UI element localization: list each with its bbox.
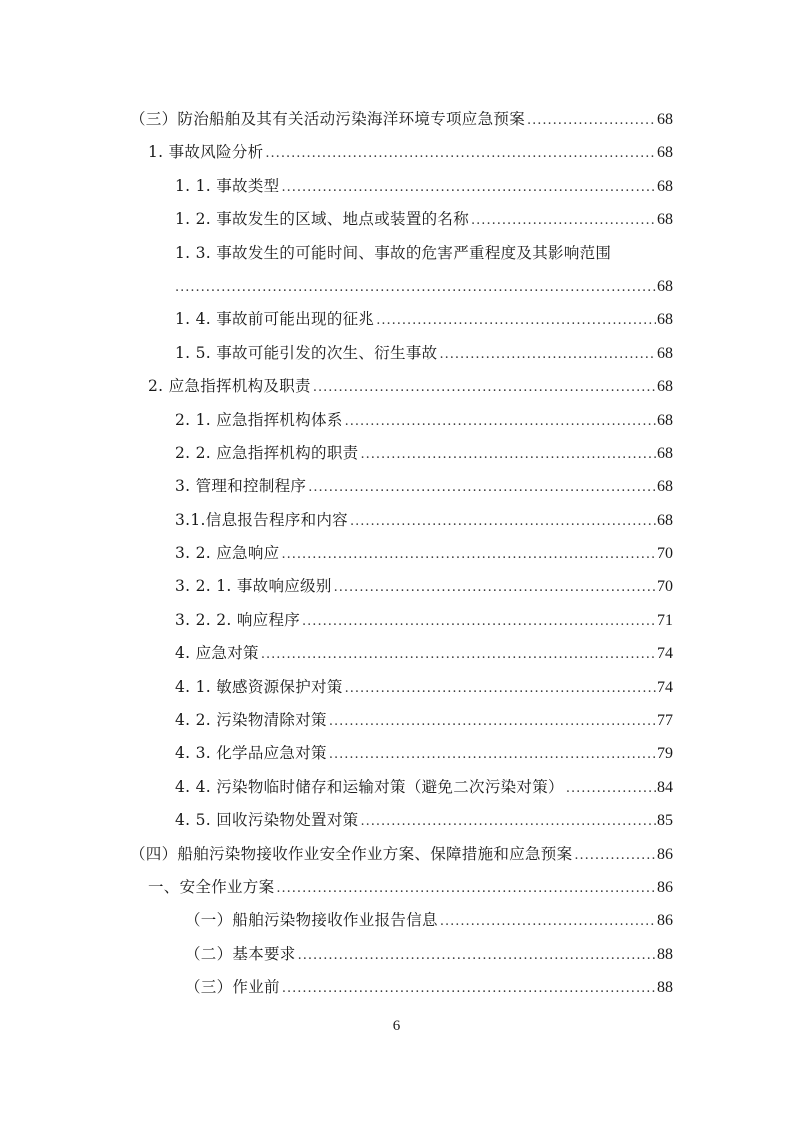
toc-entry-title: 1. 3. 事故发生的可能时间、事故的危害严重程度及其影响范围 [175,237,613,270]
toc-entry[interactable] [130,404,673,437]
toc-entry-title: 4. 2. 污染物清除对策 [175,704,329,737]
toc-entry-title: 2. 1. 应急指挥机构体系 [175,404,345,437]
toc-entry-page: 70 [657,545,673,563]
toc-entry-page: 68 [657,177,673,195]
toc-entry-page: 86 [657,912,673,930]
toc-entry-title: 4. 3. 化学品应急对策 [175,737,329,770]
toc-entry-page: 68 [657,144,673,162]
toc-entry-wrapped[interactable] [130,237,673,270]
toc-entry-title: 1. 事故风险分析 [148,136,265,169]
toc-entry[interactable] [130,971,673,1004]
toc-entry-page: 85 [657,812,673,830]
toc-entry-page: 71 [657,611,673,629]
toc-entry-page: 68 [657,311,673,329]
dot-leader [345,405,656,438]
toc-entry-title: 3.1.信息报告程序和内容 [175,504,350,537]
toc-entry-page: 74 [657,678,673,696]
toc-entry[interactable] [130,504,673,537]
dot-leader [360,438,656,471]
toc-entry-page: 68 [657,478,673,496]
dot-leader [334,571,656,604]
dot-leader [329,738,656,771]
toc-entry[interactable] [130,671,673,704]
toc-entry[interactable] [130,704,673,737]
page-number: 6 [392,1018,401,1034]
toc-entry[interactable] [130,203,673,236]
toc-entry[interactable] [130,570,673,603]
toc-entry-page: 68 [657,211,673,229]
dot-leader [360,805,656,838]
toc-entry-page: 79 [657,745,673,763]
dot-leader [574,839,656,872]
dot-leader [527,104,656,137]
toc-entry-wrapped-continuation[interactable] [130,270,673,303]
toc-entry-title: 4. 1. 敏感资源保护对策 [175,671,345,704]
dot-leader [313,371,656,404]
dot-leader [281,171,656,204]
toc-entry-page: 68 [657,378,673,396]
toc-entry-title: 1. 5. 事故可能引发的次生、衍生事故 [175,337,439,370]
dot-leader [439,338,656,371]
toc-entry[interactable] [130,537,673,570]
toc-entry-page: 74 [657,645,673,663]
dot-leader [308,471,656,504]
toc-entry-page: 88 [657,979,673,997]
dot-leader [376,304,656,337]
toc-entry-page: 68 [657,344,673,362]
dot-leader [350,505,656,538]
toc-entry-page: 68 [657,277,673,295]
toc-entry[interactable] [130,337,673,370]
toc-entry-title: 1. 4. 事故前可能出现的征兆 [175,303,376,336]
toc-entry-page: 86 [657,878,673,896]
dot-leader [265,137,656,170]
dot-leader [329,705,656,738]
toc-entry[interactable] [130,804,673,837]
toc-entry-title: 3. 2. 1. 事故响应级别 [175,570,334,603]
toc-entry-page: 68 [657,111,673,128]
toc-entry-title: 1. 1. 事故类型 [175,170,281,203]
toc-entry-page: 68 [657,411,673,429]
toc-entry-title: （三）作业前 [185,971,282,1004]
toc-entry[interactable] [130,771,673,804]
toc-entry[interactable] [130,637,673,670]
toc-entry-title: 3. 2. 2. 响应程序 [175,604,302,637]
toc-entry[interactable] [130,838,673,871]
toc-entry-page: 68 [657,511,673,529]
toc-entry-title: 4. 应急对策 [175,637,261,670]
toc-entry-title: （一）船舶污染物接收作业报告信息 [185,904,440,937]
dot-leader [345,672,656,705]
toc-entry[interactable] [130,737,673,770]
toc-entry-title: （三）防治船舶及其有关活动污染海洋环境专项应急预案 [130,103,527,136]
toc-entry-page: 84 [657,778,673,796]
toc-entry[interactable] [130,136,673,169]
toc-entry-page: 70 [657,578,673,596]
toc-entry-title: 1. 2. 事故发生的区域、地点或装置的名称 [175,203,471,236]
dot-leader [298,939,656,972]
toc-entry-title: 2. 应急指挥机构及职责 [148,370,313,403]
toc-entry-title: （四）船舶污染物接收作业安全作业方案、保障措施和应急预案 [130,838,574,871]
toc-entry[interactable] [130,437,673,470]
dot-leader [566,772,656,805]
toc-entry[interactable] [130,303,673,336]
toc-entry-page: 86 [657,845,673,863]
toc-entry[interactable] [130,904,673,937]
toc-entry-page: 77 [657,712,673,730]
toc-entry[interactable] [130,871,673,904]
toc-entry-page: 68 [657,444,673,462]
toc-entry-title: （二）基本要求 [185,938,298,971]
dot-leader [276,872,656,905]
toc-entry-title: 一、安全作业方案 [148,871,276,904]
toc-entry[interactable] [130,938,673,971]
dot-leader [261,638,656,671]
dot-leader [175,271,656,304]
toc-entry[interactable] [130,604,673,637]
dot-leader [471,204,656,237]
toc-entry-title: 2. 2. 应急指挥机构的职责 [175,437,360,470]
toc-entry-title: 4. 5. 回收污染物处置对策 [175,804,360,837]
toc-entry-title: 4. 4. 污染物临时储存和运输对策（避免二次污染对策） [175,771,566,804]
toc-entry[interactable] [130,370,673,403]
toc-entry-title: 3. 管理和控制程序 [175,470,308,503]
dot-leader [440,905,656,938]
table-of-contents [130,103,673,1005]
toc-entry[interactable] [130,170,673,203]
dot-leader [302,605,656,638]
toc-entry[interactable] [130,470,673,503]
toc-entry-page: 88 [657,945,673,963]
dot-leader [282,972,656,1005]
dot-leader [281,538,656,571]
toc-entry-title: 3. 2. 应急响应 [175,537,281,570]
toc-entry[interactable] [130,103,673,136]
